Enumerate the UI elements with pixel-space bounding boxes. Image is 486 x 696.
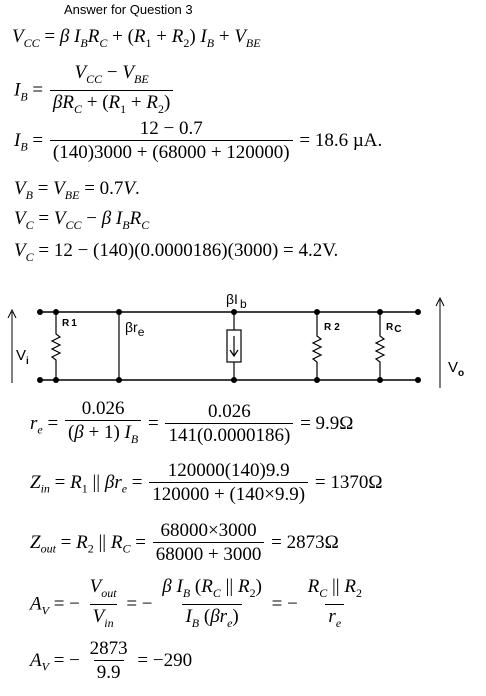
zout-result: = 2873Ω — [271, 531, 339, 553]
rc-label: RC — [386, 322, 402, 335]
ib-numeric: $I_B$ = $\frac{12 - 0.7}{(140)3000 + (68000 + 120000)}$ = 18.6 µA. — [14, 118, 383, 163]
r1-resistor — [52, 312, 60, 380]
zin-numerator: 120000(140)9.9 — [167, 460, 290, 481]
av-denominator: 9.9 — [94, 660, 124, 685]
zout-numerator: 68000×3000 — [160, 520, 257, 541]
vi-arrow-icon — [8, 310, 16, 383]
ib-denominator: (140)3000 + (68000 + 120000) — [50, 140, 293, 165]
ib-numerator: 12 − 0.7 — [139, 118, 203, 139]
r2-label: R 2 — [324, 322, 340, 333]
vcc-equation: $V_{CC} = \beta$ $I_BR_C + (R_1 + R_2) I_B + V_{BE}$ — [12, 26, 261, 50]
rc-resistor — [376, 312, 384, 380]
vo-arrow-icon — [436, 298, 444, 388]
small-signal-circuit — [0, 286, 486, 396]
beta-re-label: βre — [125, 319, 145, 339]
node-dots — [37, 309, 421, 383]
av-formula: $A_V$ = − $\frac{V_{out}}{V_{in}}$ = − $\frac{\beta I_B (R_C || R_2)}{I_B (\beta r_e)}$ = − $\frac{R_C || R_2}{r_e}$ — [30, 576, 367, 635]
beta-ib-label: βI b — [226, 291, 247, 311]
current-source — [227, 312, 241, 380]
vc-numeric: $V_C = 12 - (140)(0.0000186)(3000) = 4.2V$. — [14, 240, 339, 264]
vo-label: $V_o$ — [448, 359, 465, 379]
ib-result: = 18.6 µA. — [299, 129, 383, 151]
re-result: = 9.9Ω — [300, 412, 354, 434]
re-denominator-2: 141(0.0000186) — [165, 423, 293, 448]
av-numerator: 2873 — [89, 638, 128, 659]
re-numerator-2: 0.026 — [208, 400, 251, 422]
av-final: $A_V$ = − $\frac{2873}{9.9}$ = −290 — [30, 638, 193, 683]
vc-formula: $V_C = V_{CC} - \beta$ $I_BR_C$ — [14, 208, 150, 232]
zin-denominator: 120000 + (140×9.9) — [149, 482, 308, 507]
re-equation: $r_e$ = $\frac{0.026}{(\beta + 1) I_B}$ = $\frac{0.026}{141(0.0000186)}$ = 9.9Ω — [30, 398, 353, 451]
zin-equation: $Z_{in} = R_1$ || $\beta r_e$ = $\frac{120000(140)9.9}{120000 + (140\times 9.9)}$ = 1370Ω — [30, 460, 383, 505]
vb-equation: $V_B = V_{BE} = 0.7V$. — [14, 178, 140, 202]
zout-equation: $Z_{out} = R_2$ || $R_C$ = $\frac{68000\times 3000}{68000 + 3000}$ = 2873Ω — [30, 520, 339, 565]
zin-result: = 1370Ω — [314, 471, 383, 493]
r1-label: R 1 — [62, 318, 77, 329]
av-result: = −290 — [137, 649, 193, 671]
vi-label: $V_i$ — [16, 347, 29, 367]
answer-title: Answer for Question 3 — [64, 2, 193, 17]
ib-formula: $I_B$ = $\frac{V_{CC} - V_{BE}}{\beta R_C + (R_1 + R_2)}$ — [14, 62, 175, 121]
re-numerator: 0.026 — [81, 398, 125, 419]
r2-resistor — [313, 312, 321, 380]
zout-denominator: 68000 + 3000 — [153, 542, 265, 567]
